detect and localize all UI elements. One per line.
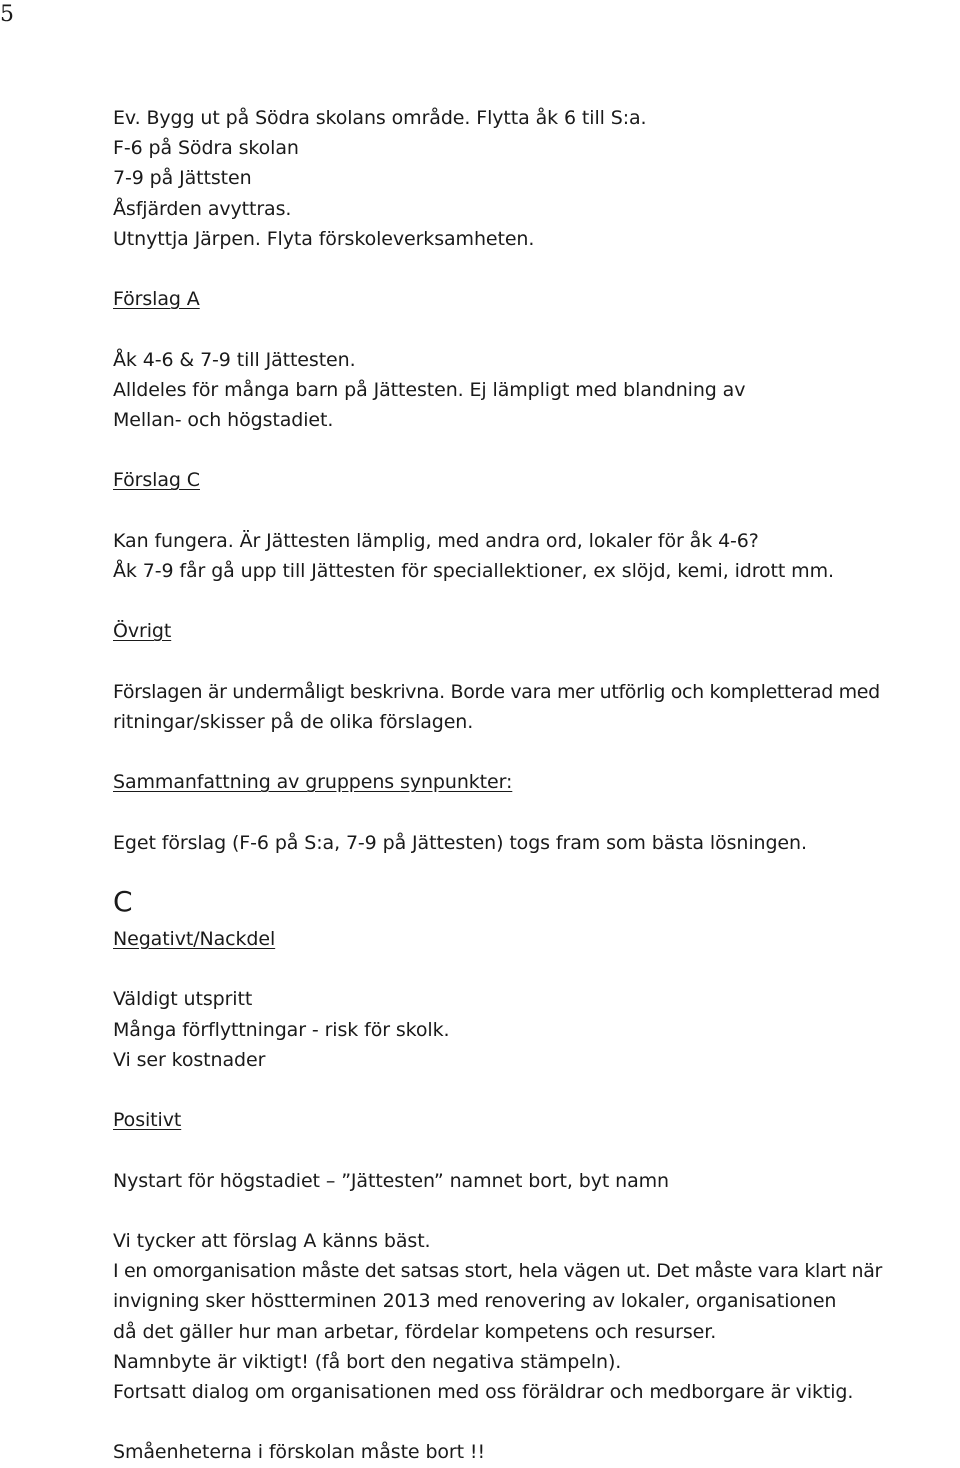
text-line: Vi ser kostnader [113,1048,266,1071]
text-line: Kan fungera. Är Jättesten lämplig, med andra ord, lokaler för åk 4-6? [113,529,759,552]
text-line: Många förflyttningar - risk för skolk. [113,1018,450,1041]
final-statement: Småenheterna i förskolan måste bort !! [113,1441,485,1464]
positivt-heading: Positivt [113,1109,182,1132]
text-line: Ev. Bygg ut på Södra skolans område. Flytta åk 6 till S:a. [113,107,647,129]
text-line: I en omorganisation måste det satsas stort, hela vägen ut. Det måste vara klart när [113,1260,882,1283]
negativt-heading: Negativt/Nackdel [113,927,276,950]
text-line: Namnbyte är viktigt! (få bort den negativa stämpeln). [113,1350,622,1373]
text-line: då det gäller hur man arbetar, fördelar kompetens och resurser. [113,1320,717,1343]
text-line: Vi tycker att förslag A känns bäst. [113,1229,431,1252]
text-line: ritningar/skisser på de olika förslagen. [113,710,474,733]
ovrigt-heading: Övrigt [113,620,172,643]
text-line: Åk 7-9 får gå upp till Jättesten för speciallektioner, ex slöjd, kemi, idrott mm. [113,559,834,582]
text-line: Eget förslag (F-6 på S:a, 7-9 på Jättesten) togs fram som bästa lösningen. [113,831,807,854]
text-line: Fortsatt dialog om organisationen med oss föräldrar och medborgare är viktig. [113,1380,854,1403]
text-line: Alldeles för många barn på Jättesten. Ej lämpligt med blandning av [113,378,746,401]
document-body [113,103,958,1468]
ovrigt-section [113,616,958,737]
sammanfattning-heading: Sammanfattning av gruppens synpunkter: [113,771,513,794]
sammanfattning-section [113,767,958,858]
text-line: F-6 på Södra skolan [113,137,299,160]
text-line: Förslagen är undermåligt beskrivna. Borde vara mer utförlig och kompletterad med [113,680,880,703]
section-c [113,882,958,1468]
text-line: 7-9 på Jättsten [113,167,252,190]
text-line: Mellan- och högstadiet. [113,409,334,431]
section-c-letter: C [113,884,133,918]
forslag-c-section [113,465,958,586]
text-line: invigning sker höstterminen 2013 med renovering av lokaler, organisationen [113,1290,837,1313]
text-line: Åk 4-6 & 7-9 till Jättesten. [113,348,356,371]
intro-block [113,103,958,254]
forslag-a-heading: Förslag A [113,288,200,311]
text-line: Utnyttja Järpen. Flyta förskoleverksamheten. [113,227,535,250]
page-number: 5 [0,2,14,27]
forslag-c-heading: Förslag C [113,469,200,492]
text-line: Åsfjärden avyttras. [113,197,292,220]
forslag-a-section [113,284,958,435]
text-line: Nystart för högstadiet – ”Jättesten” namnet bort, byt namn [113,1169,669,1192]
text-line: Väldigt utspritt [113,988,253,1011]
